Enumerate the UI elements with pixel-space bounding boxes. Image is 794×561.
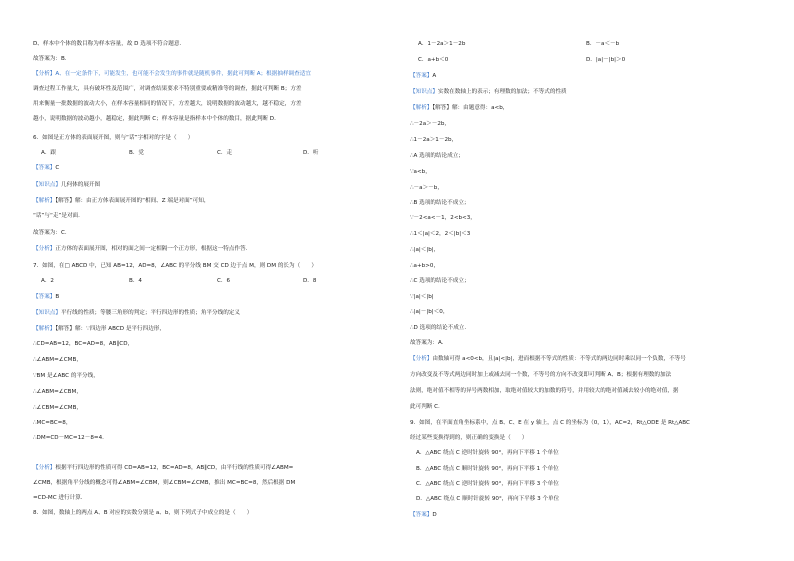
option-a: A．2 [41,278,54,284]
text-line: ∴a+b>0， [410,263,440,269]
text-line: ∴CD=AB=12，BC=AD=8，AB∥CD， [33,341,134,347]
text-line: 经过某些变换得到的，则正确的变换是（ ） [410,435,528,441]
text-line: 调查过程工作量大，具有破坏性及范围广，对调查结果要求不特别重要或精准等的调查，据此可判断 B；方差 [33,86,302,92]
option-a: A．1－2a＞1－2b [418,41,466,47]
question-7: 7．如图，在□ ABCD 中，已知 AB=12，AD=8，∠ABC 的平分线 BM 交 CD 边于点 M，则 DM 的长为（ ） [33,263,317,269]
text-line: ∵|a|＜|b| [410,294,434,300]
solution-line [33,197,398,205]
text-line: ∴D 选项的结论不成立. [410,325,467,331]
answer-value: D [432,512,437,518]
text-line: 故答案为：A. [410,340,444,346]
solution-tag: 【解析】 [410,105,433,111]
option-d: D．8 [303,278,317,284]
text-line: =CD-MC 进行计算. [33,495,83,501]
text-line: ∵BM 是∠ABC 的平分线， [33,373,99,379]
text-line: 用来衡量一批数据的波动大小，在样本容量相同的情况下，方差越大，说明数据的波动越大，越不稳定，方差 [33,101,302,107]
text-line: ∴∠ABM=∠CMB， [33,357,82,363]
answer-line [33,164,398,172]
answer-value: C [55,165,60,171]
analysis-tag: 【分析】 [33,465,56,471]
option-b: B．4 [129,278,142,284]
text-line: 故答案为：B. [33,56,67,62]
text-line: ∴1＜|a|＜2，2＜|b|＜3 [410,231,471,237]
text-line: ∴∠ABM=∠CBM， [33,389,82,395]
text-line: ∴－2a＞－2b， [410,121,451,127]
solution-line [33,325,398,333]
analysis-tag: 【分析】 [410,356,433,362]
text-line: ∴C 选项的结论不成立； [410,278,470,284]
text-line: ∴A 选项的结论成立； [410,153,464,159]
answer-tag: 【答案】 [410,73,433,79]
option-c: C．a+b＜0 [418,57,449,63]
text-line [33,70,398,78]
answer-line [410,72,775,80]
knowledge-line [33,181,398,189]
option-c: C．6 [217,278,231,284]
text-line: 法则，绝对值不相等的异号两数相加，取绝对值较大的加数的符号，并用较大的绝对值减去较小的绝对值，据 [410,388,679,394]
option-a: A．△ABC 绕点 C 逆时针旋转 90°，再向下平移 1 个单位 [416,450,559,456]
text-line: ∴∠CBM=∠CMB， [33,405,83,411]
solution-tag: 【解析】 [33,198,56,204]
option-c: C．走 [217,150,233,156]
question-6: 6．如图是正方体的表面展开图，则与“话”字相对的字是（ ） [33,135,194,141]
option-d: D．听 [303,150,319,156]
option-c: C．△ABC 绕点 C 逆时针旋转 90°，再向下平移 3 个单位 [416,481,559,487]
analysis-line [33,245,398,253]
analysis-text: 由数轴可得 a<0<b，且|a|<|b|，进而根据不等式的性质：不等式的两边同时乘以同一个负数，不等号 [432,356,686,362]
analysis-tag: 【分析】A、在一定条件下，可能发生，也可能不会发生的事件就是随机事件，据此可判断 A；根据抽样调查适宜 [33,71,311,77]
analysis-tag: 【分析】 [33,246,56,252]
solution-text: 【解答】解：由正方体表面展开图的“相间、Z 端是对面”可知， [55,198,210,204]
answer-value: A [432,73,437,79]
option-b: B．－a＜－b [586,41,620,47]
knowledge-value: 平行线的性质；等腰三角形的判定；平行四边形的性质；角平分线的定义 [60,310,240,316]
text-line: ∴MC=BC=8， [33,420,72,426]
knowledge-tag: 【知识点】 [410,89,438,95]
answer-line [410,511,775,519]
knowledge-value: 几何体的展开图 [60,182,101,188]
text-line: D、样本中个体的数目称为样本容量，故 D 选项不符合题意. [33,41,182,47]
option-d: D．△ABC 绕点 C 顺时针旋转 90°，再向下平移 3 个单位 [416,496,560,502]
text-line: 越小，说明数据的波动越小，越稳定，据此判断 C；样本容量是指样本中个体的数目，据此判断 D. [33,116,276,122]
question-9: 9．如图，在平面直角坐标系中，点 B、C、E 在 y 轴上，点 C 的坐标为（0，1），AC=2，Rt△ODE 是 Rt△ABC [410,420,690,426]
text-line: ∠CMB，根据角平分线的概念可得∠ABM=∠CBM，则∠CBM=∠CMB，推出 MC=BC=8，然后根据 DM [33,480,296,486]
text-line: “话”与“走”是对面. [33,213,80,219]
text-line: 方向改变及不等式两边同时加上或减去同一个数，不等号的方向不改变即可判断 A、B；根据有理数的加法 [410,372,672,378]
analysis-line [410,355,775,363]
answer-tag: 【答案】 [410,512,433,518]
analysis-line [33,464,398,472]
answer-tag: 【答案】 [33,165,56,171]
text-line: ∴－a＞－b， [410,185,443,191]
knowledge-line [410,88,775,96]
text-line: 此可判断 C. [410,404,440,410]
knowledge-tag: 【知识点】 [33,182,61,188]
text-line: ∵a<b， [410,169,431,175]
text-line: ∴|a|－|b|＜0， [410,309,449,315]
text-line: ∴B 选项的结论不成立； [410,200,470,206]
solution-tag: 【解析】 [33,326,56,332]
knowledge-tag: 【知识点】 [33,310,61,316]
question-8: 8．如图，数轴上的两点 A、B 对应的实数分别是 a、b，则下列式子中成立的是（ ） [33,510,253,516]
knowledge-value: 实数在数轴上的表示；有理数的加法；不等式的性质 [437,89,567,95]
text-line: ∴|a|＜|b|， [410,247,440,253]
solution-text: 【解答】解：由题意得：a<b， [432,105,509,111]
answer-line [33,293,398,301]
analysis-text: 根据平行四边形的性质可得 CD=AB=12，BC=AD=8，AB∥CD，由平行线的性质可得∠ABM= [55,465,294,471]
option-a: A．跟 [41,150,57,156]
solution-line [410,104,775,112]
solution-text: 【解答】解：∵四边形 ABCD 是平行四边形， [55,326,165,332]
text-line: ∴DM=CD－MC=12－8=4. [33,435,104,441]
option-b: B．△ABC 绕点 C 顺时针旋转 90°，再向下平移 1 个单位 [416,466,559,472]
option-b: B．党 [129,150,145,156]
knowledge-line [33,309,398,317]
text-line: 故答案为：C. [33,230,67,236]
analysis-text: 正方体的表面展开图，相对的面之间一定相隔一个正方形，根据这一特点作答. [55,246,248,252]
answer-value: B [55,294,60,300]
text-line: ∵－2<a<－1，2<b<3， [410,215,476,221]
text-line: ∴1－2a＞1－2b， [410,137,458,143]
answer-tag: 【答案】 [33,294,56,300]
option-d: D．|a|－|b|＞0 [586,57,626,63]
